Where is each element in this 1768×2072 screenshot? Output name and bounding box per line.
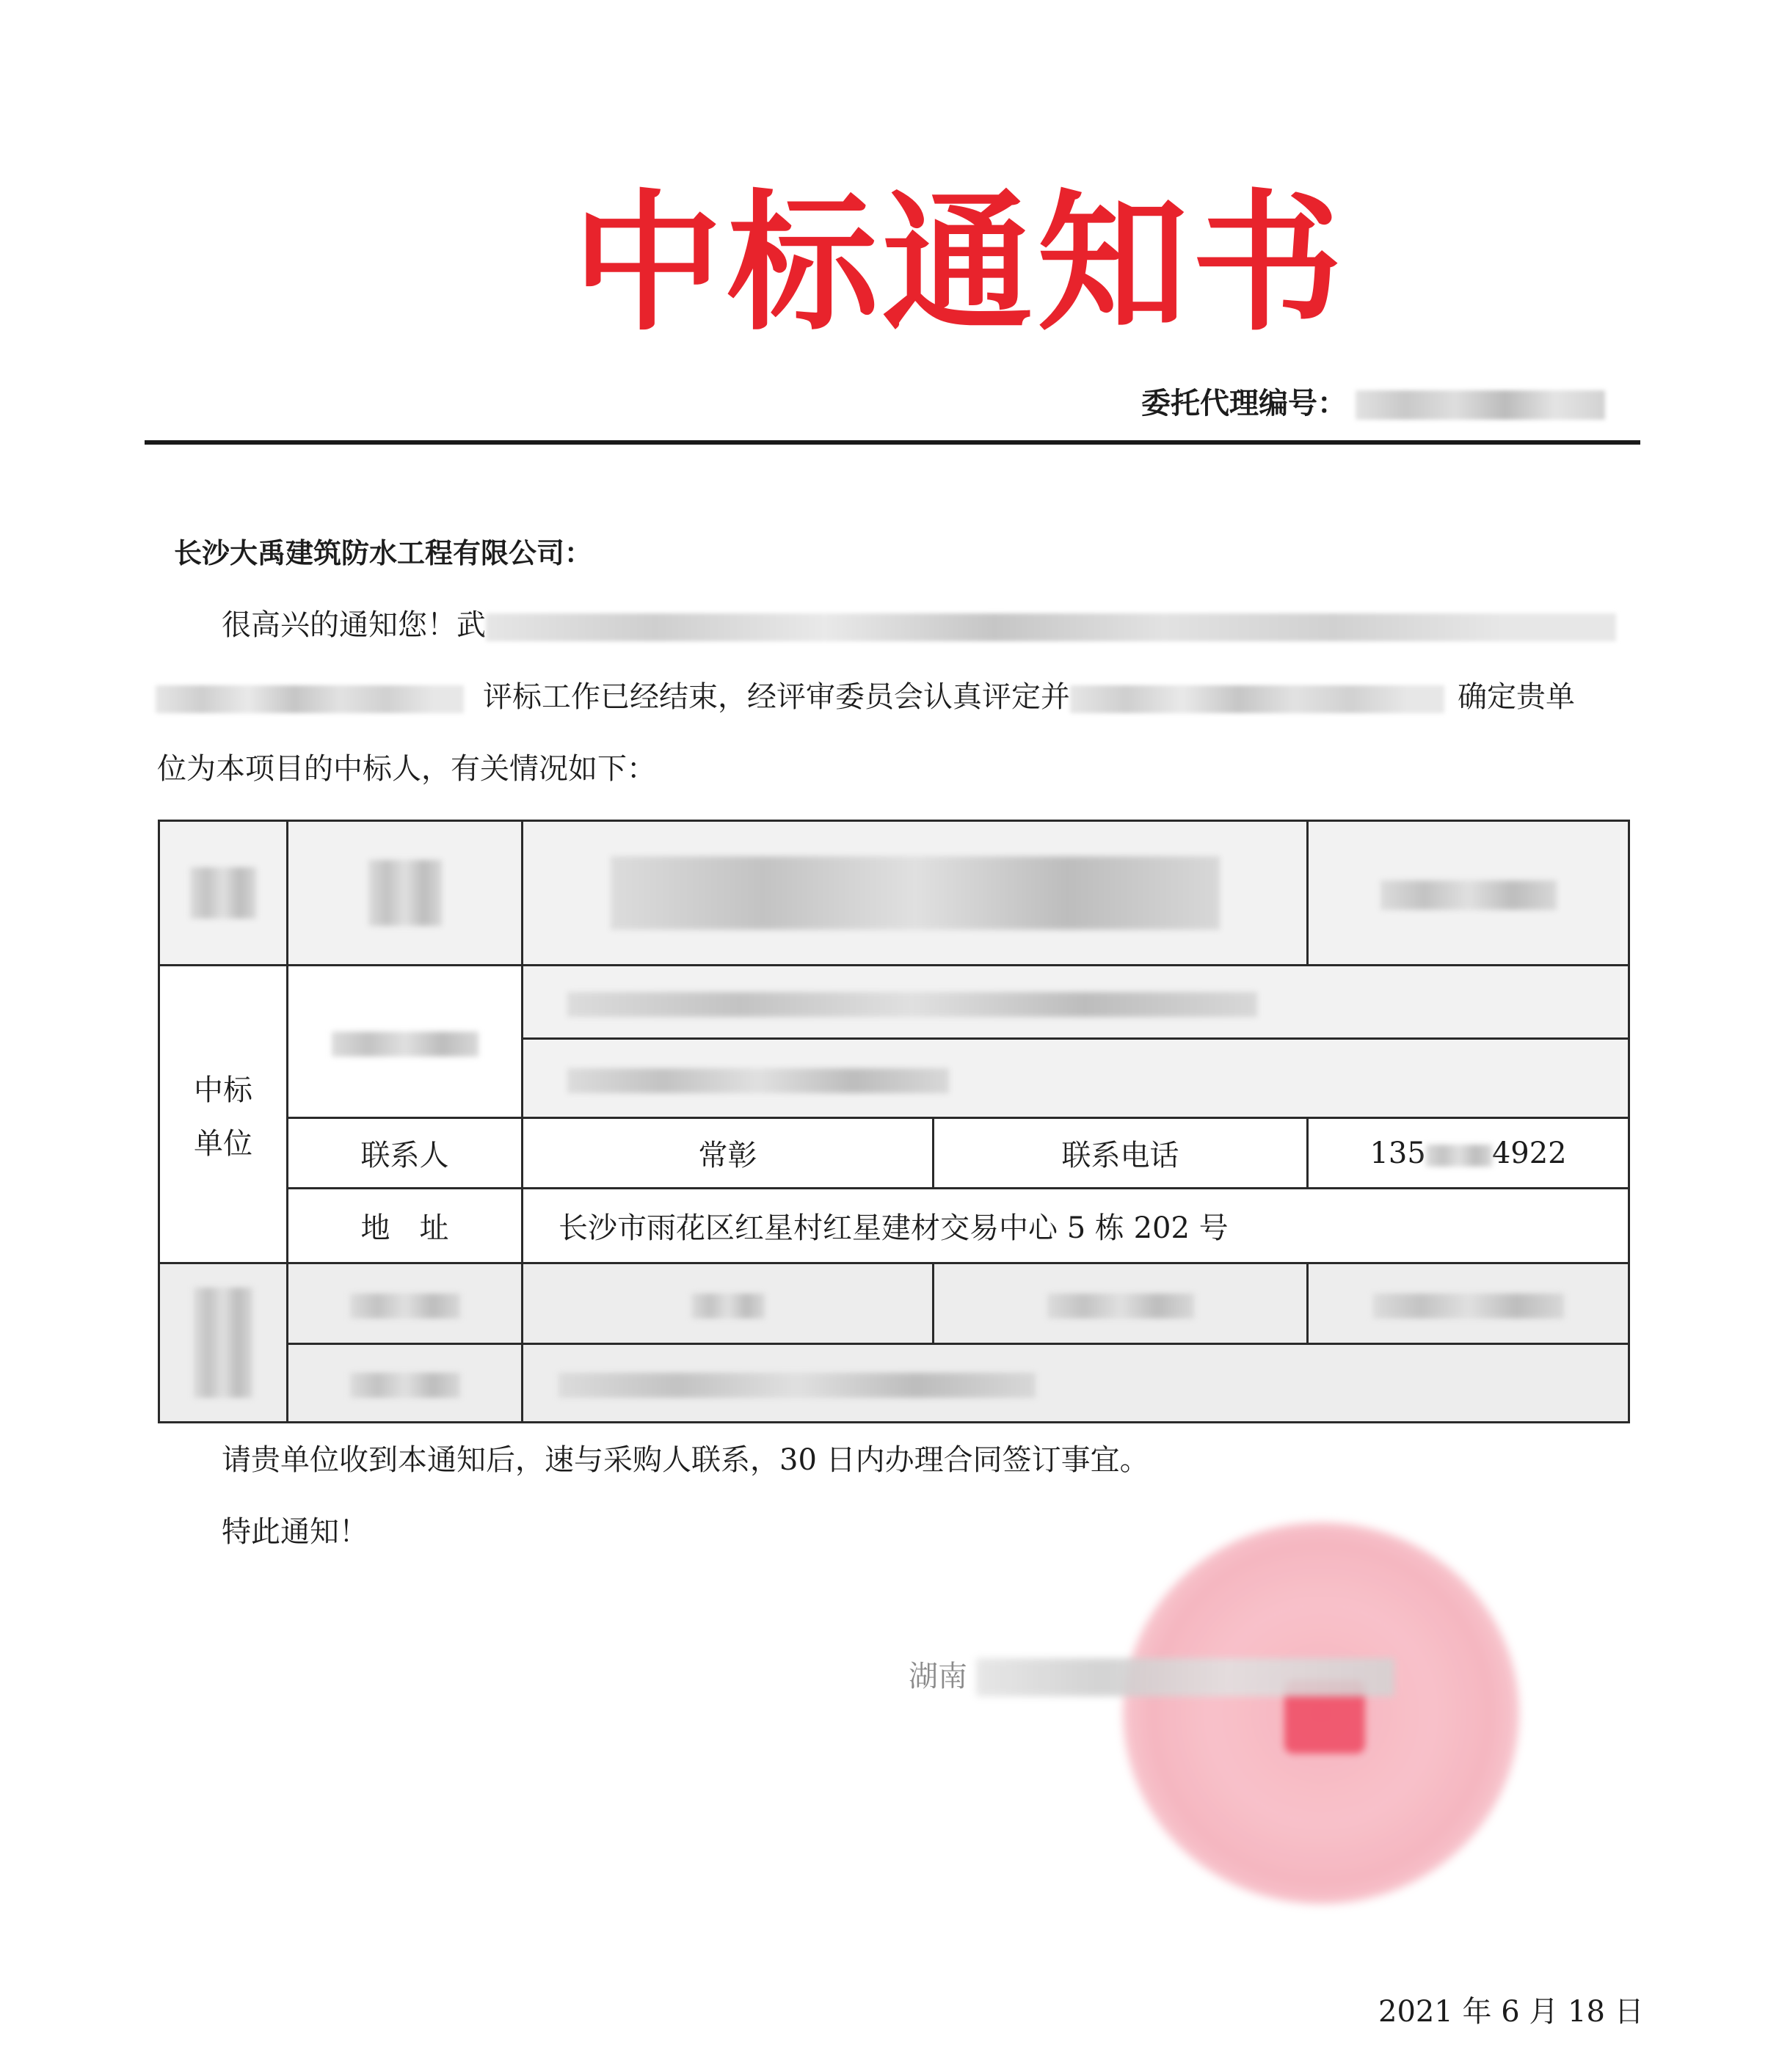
purchaser-contact-label-cell — [288, 1263, 523, 1344]
document-title: 中标通知书 — [572, 177, 1347, 351]
purchaser-phone-value-cell — [1308, 1263, 1629, 1344]
issuer-name-prefix: 湖南 — [909, 1660, 967, 1693]
redacted-issuer-name — [976, 1658, 1394, 1696]
contact-label-cell: 联系人 — [288, 1118, 523, 1189]
body-line-3: 位为本项目的中标人，有关情况如下： — [157, 752, 656, 786]
winner-label-line-2: 单位 — [194, 1126, 252, 1161]
project-row — [159, 821, 1629, 966]
agency-number — [1141, 378, 1605, 429]
addressee: 长沙大禹建筑防水工程有限公司： — [174, 537, 593, 569]
issue-date: 2021 年 6 月 18 日 — [1378, 1995, 1644, 2029]
winner-name-row — [159, 966, 1629, 1039]
contact-name-cell: 常彰 — [523, 1118, 934, 1189]
redacted-agency-number — [1356, 390, 1605, 420]
winner-account-cell — [523, 1039, 1629, 1118]
redacted-cell — [567, 992, 1257, 1017]
body-line-1 — [222, 603, 1616, 647]
award-info-table — [158, 820, 1630, 1423]
address-row — [159, 1189, 1629, 1263]
redacted-cell — [190, 867, 256, 919]
phone-suffix: 4922 — [1491, 1136, 1567, 1170]
redacted-cell — [567, 1068, 949, 1093]
redacted-cell — [559, 1373, 1036, 1398]
project-label-cell — [159, 821, 288, 966]
purchaser-contact-name-cell — [523, 1263, 934, 1344]
contact-row — [159, 1118, 1629, 1189]
purchaser-address-row — [159, 1344, 1629, 1423]
header-divider — [145, 440, 1640, 445]
redacted-filing-text — [1070, 685, 1444, 713]
redacted-cell — [368, 860, 442, 926]
redacted-cell — [611, 856, 1220, 930]
redacted-cell — [350, 1294, 460, 1318]
redacted-cell — [194, 1288, 252, 1398]
purchaser-address-value-cell — [523, 1344, 1629, 1423]
project-name-cell — [523, 821, 1308, 966]
redacted-cell — [1380, 880, 1557, 910]
phone-value-cell — [1308, 1118, 1629, 1189]
address-label-cell: 地 址 — [288, 1189, 523, 1263]
redacted-project-name — [486, 613, 1616, 641]
agency-number-label: 委托代理编号： — [1141, 387, 1347, 420]
phone-prefix: 135 — [1369, 1136, 1426, 1170]
closing-instruction: 请贵单位收到本通知后，速与采购人联系，30 日内办理合同签订事宜。 — [222, 1443, 1149, 1477]
winner-name-label-cell — [288, 966, 523, 1118]
address-value-cell: 长沙市雨花区红星村红星建材交易中心 5 栋 202 号 — [523, 1189, 1629, 1263]
closing-notice: 特此通知！ — [222, 1515, 368, 1549]
confirm-text: 确定贵单 — [1458, 680, 1575, 714]
winner-name-cell — [523, 966, 1629, 1039]
greeting-text: 很高兴的通知您！武 — [222, 608, 486, 642]
evaluation-text: 评标工作已经结束，经评审委员会认真评定并 — [483, 680, 1070, 714]
phone-label-cell: 联系电话 — [934, 1118, 1308, 1189]
winner-label-line-1: 中标 — [194, 1073, 252, 1107]
purchaser-label-cell — [159, 1263, 288, 1423]
purchaser-phone-label-cell — [934, 1263, 1308, 1344]
winner-label-cell — [159, 966, 288, 1263]
redacted-cell — [350, 1373, 460, 1398]
purchaser-address-label-cell — [288, 1344, 523, 1423]
redacted-cell — [1047, 1294, 1194, 1318]
redacted-cell — [691, 1294, 765, 1318]
redacted-cell — [1373, 1294, 1564, 1318]
body-line-2 — [156, 675, 1575, 719]
project-id-cell — [288, 821, 523, 966]
redacted-cell — [332, 1032, 479, 1057]
purchaser-cell — [1308, 821, 1629, 966]
redacted-project-number — [156, 685, 464, 713]
purchaser-contact-row — [159, 1263, 1629, 1344]
redacted-phone-digits — [1426, 1145, 1492, 1167]
